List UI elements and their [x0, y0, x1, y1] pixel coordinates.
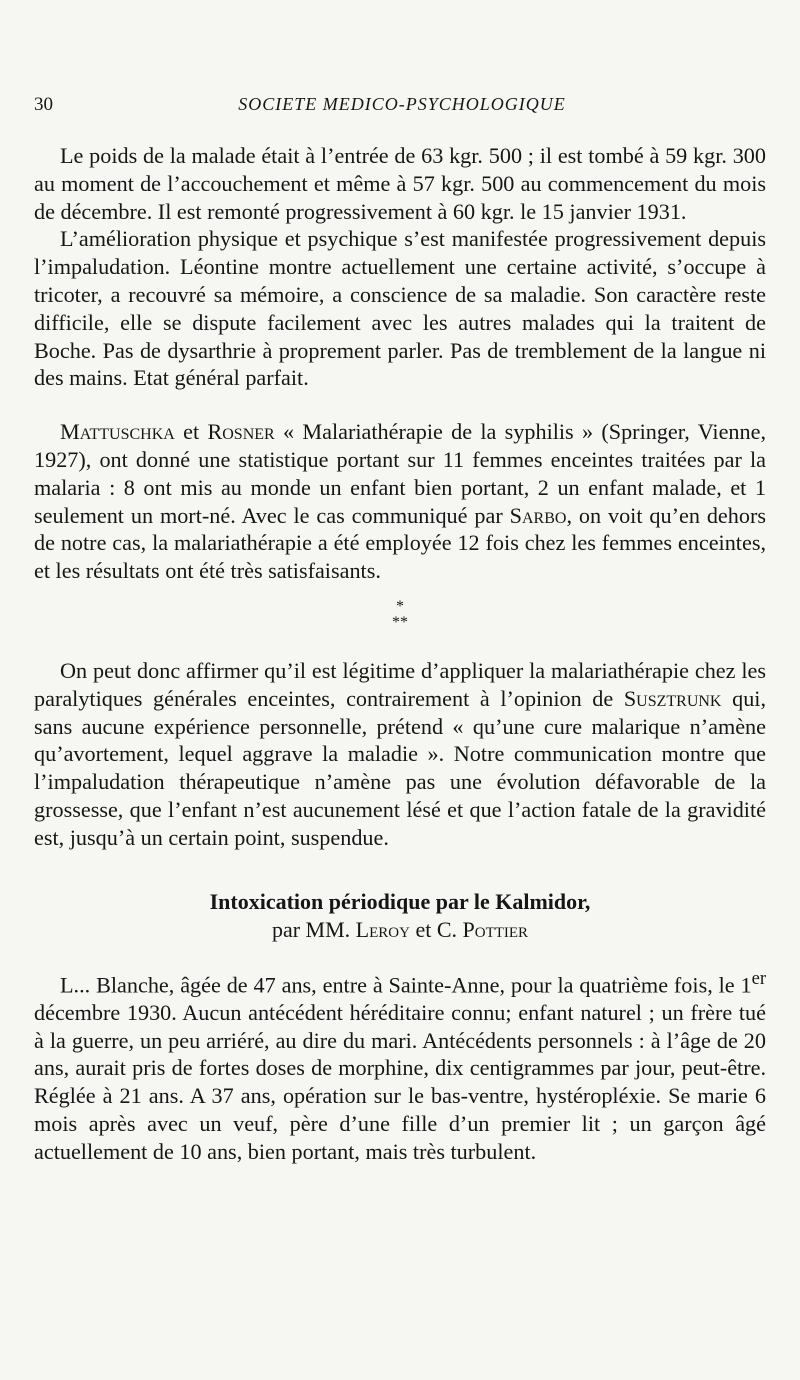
asterism-bottom: ** — [392, 613, 408, 631]
paragraph-weight: Le poids de la malade était à l’entrée de 63 kgr. 500 ; il est tombé à 59 kgr. 300 au moment de l’accouchement et même à 57 kgr. 500 au commencement du mois de décembre. Il est remonté progressivement à 60 kgr. le 15 janvier 1931. — [34, 143, 766, 224]
text-run: et — [174, 419, 208, 445]
superscript: er — [751, 968, 766, 989]
text-run: par MM. — [271, 916, 356, 942]
text-run: « Malariathérapie de la syphilis » (Springer, Vienne, 1927), ont donné une statistique portant sur 11 femmes enceintes traitées par la malaria : 8 ont mis au monde un enfant bien portant, 2 un enfant malade, et 1 seulement un mort-né. Avec le cas communiqué par — [34, 419, 766, 528]
asterism-top: * — [396, 597, 404, 615]
page-number: 30 — [34, 94, 53, 115]
text-run: L... Blanche, âgée de 47 ans, entre à Sainte-Anne, pour la quatrième fois, le 1 — [60, 971, 752, 997]
author-name: Mattuschka — [60, 419, 175, 445]
author-name: Leroy — [355, 916, 410, 942]
author-name: Rosner — [207, 419, 275, 445]
text-run: décembre 1930. Aucun antécédent héréditaire connu; enfant naturel ; un frère tué à la guerre, un peu arriéré, au dire du mari. Antécédents personnels : à l’âge de 20 ans, aurait pris de fortes doses de morphine, dix centigrammes par jour, peut-être. Réglée à 21 ans. A 37 ans, opération sur le bas-ventre, hystéropléxie. Se marie 6 mois après avec un veuf, père d’une fille d’un premier lit ; un garçon âgé actuellement de 10 ans, bien portant, mais très turbulent. — [34, 999, 766, 1164]
author-name: Sarbo — [509, 502, 567, 528]
paragraph-statistics — [34, 418, 766, 585]
author-name: C. Pottier — [436, 916, 529, 942]
text-run: On peut donc affirmer qu’il est légitime d’appliquer la malariathérapie chez les paralytiques générales enceintes, contrairement à l’opinion de — [34, 657, 766, 711]
paragraph-case-history — [34, 966, 766, 1166]
section-title-block — [34, 888, 766, 944]
text-run: qui, sans aucune expérience personnelle, prétend « qu’une cure malarique n’amène qu’avortement, lequel aggrave la maladie ». Notre communication montre que l’impaludation thérapeutique n’amène pas une évolution défavorable de la grossesse, que l’enfant n’est aucunement lésé et que l’action fatale de la gravidité est, jusqu’à un certain point, suspendue. — [34, 685, 766, 850]
section-authors — [34, 916, 766, 944]
text-run: et — [409, 916, 437, 942]
body-text — [34, 142, 766, 1166]
author-name: Susztrunk — [623, 685, 722, 711]
journal-title: SOCIETE MEDICO-PSYCHOLOGIQUE — [238, 94, 566, 114]
asterism-separator — [34, 599, 766, 631]
section-title: Intoxication périodique par le Kalmidor, — [209, 888, 591, 914]
running-header — [34, 94, 770, 120]
text-run: , on voit qu’en dehors de notre cas, la malariathérapie a été employée 12 fois chez les femmes enceintes, et les résultats ont été très satisfaisants. — [34, 502, 766, 584]
paragraph-improvement: L’amélioration physique et psychique s’est manifestée progressivement depuis l’impaludation. Léontine montre actuellement une certaine activité, s’occupe à tricoter, a recouvré sa mémoire, a conscience de sa maladie. Son caractère reste difficile, elle se dispute facilement avec les autres malades qui la traitent de Boche. Pas de dysarthrie à proprement parler. Pas de tremblement de la langue ni des mains. Etat général parfait. — [34, 226, 766, 391]
paragraph-conclusion — [34, 657, 766, 852]
